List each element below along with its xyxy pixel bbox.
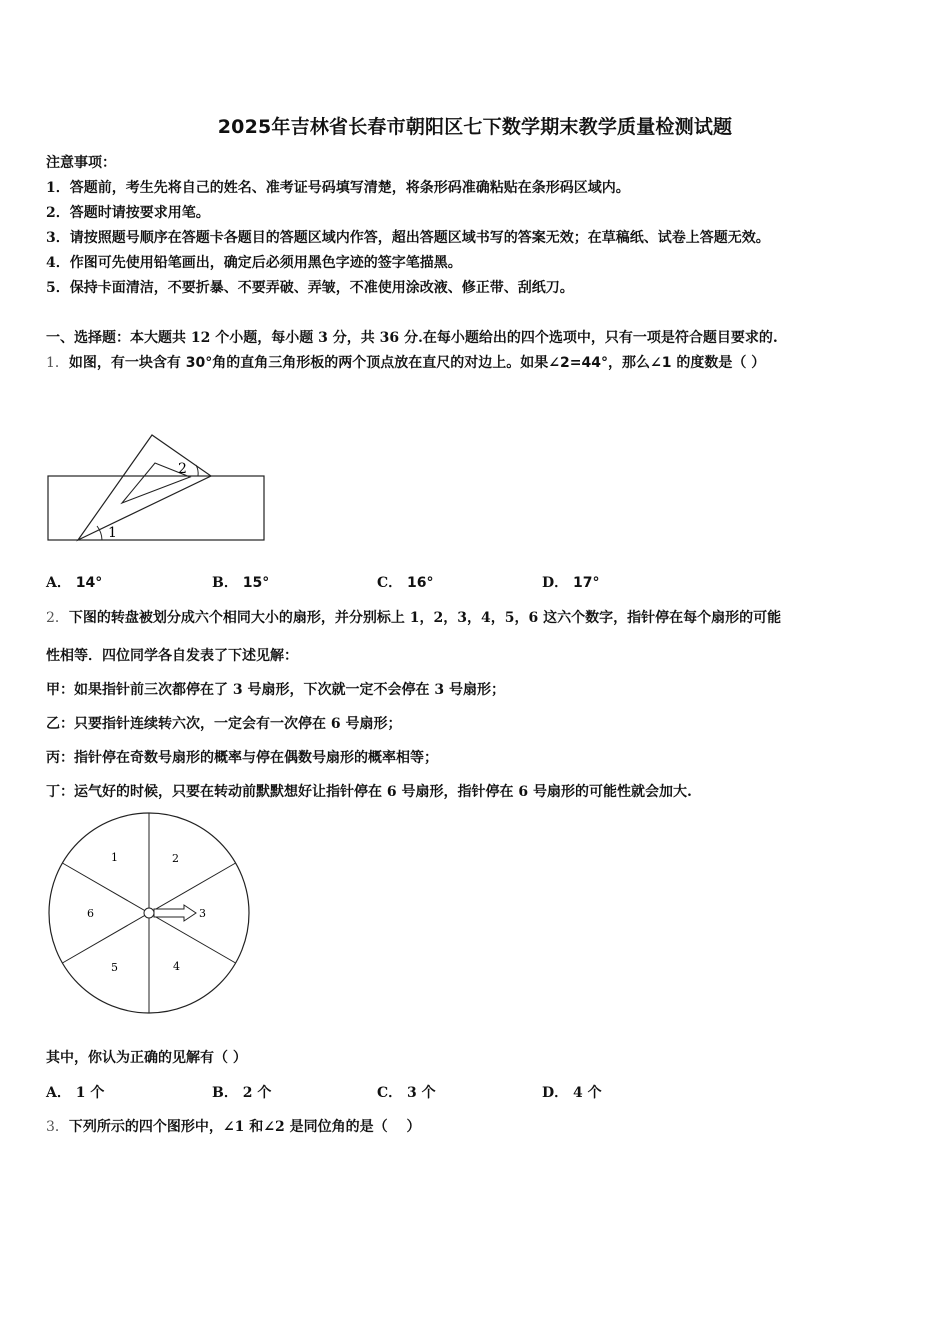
option-value: 15° <box>242 575 270 591</box>
angle-1-arc <box>97 526 102 540</box>
q2-line-2: 性相等．四位同学各自发表了下述见解： <box>46 648 298 664</box>
q1-option-a[interactable] <box>46 572 102 592</box>
option-value: 14° <box>75 575 103 591</box>
option-letter: B． <box>212 1085 238 1101</box>
sector-label-2: 2 <box>172 852 179 865</box>
question-3-number: 3． <box>46 1119 69 1135</box>
q1-angle-1-label: 1 <box>661 355 672 371</box>
q3-text: 下列所示的四个图形中，∠1 和∠2 是同位角的是（ ） <box>68 1119 421 1135</box>
opinion-bing: 丙：指针停在奇数号扇形的概率与停在偶数号扇形的概率相等； <box>46 750 438 766</box>
option-letter: B． <box>212 575 238 591</box>
opinion-ding: 丁：运气好的时候，只要在转动前默默想好让指针停在 6 号扇形，指针停在 6 号扇形的可能性就会加大. <box>46 784 692 800</box>
q1-text-a: 如图，有一块含有 <box>68 355 186 371</box>
option-value: 3 个 <box>407 1085 436 1101</box>
option-value: 1 个 <box>75 1085 105 1101</box>
option-value: 4 个 <box>573 1085 602 1101</box>
q2-line-1: 下图的转盘被划分成六个相同大小的扇形，并分别标上 1，2，3，4，5，6 这六个数字，指针停在每个扇形的可能 <box>68 610 782 626</box>
option-value: 16° <box>407 575 434 591</box>
notice-item-5: 5．保持卡面清洁，不要折暴、不要弄破、弄皱，不准使用涂改液、修正带、刮纸刀。 <box>46 280 574 296</box>
notice-item-2: 2．答题时请按要求用笔。 <box>46 205 210 221</box>
q2-option-b[interactable] <box>212 1082 271 1102</box>
option-letter: D． <box>542 1085 569 1101</box>
option-letter: A． <box>46 575 71 591</box>
q2-question: 其中，你认为正确的见解有（ ） <box>46 1050 247 1066</box>
sector-label-4: 4 <box>173 960 180 973</box>
question-1-number: 1． <box>46 355 69 371</box>
notice-item-4: 4．作图可先使用铅笔画出，确定后必须用黑色字迹的签字笔描黑。 <box>46 255 462 271</box>
q1-text-c: 角的直角三角形板的两个顶点放在直尺的对边上。如果∠ <box>212 355 561 371</box>
page-title: 2025年吉林省长春市朝阳区七下数学期末教学质量检测试题 <box>217 116 733 138</box>
angle-2-label: 2 <box>178 461 187 477</box>
option-letter: A． <box>46 1085 71 1101</box>
q1-option-b[interactable] <box>212 572 269 592</box>
q1-angle-30: 30° <box>185 355 213 371</box>
question-2-number: 2． <box>46 610 69 626</box>
spinner-figure <box>44 808 254 1018</box>
spinner-hub <box>144 908 154 918</box>
option-letter: C． <box>377 1085 403 1101</box>
sector-label-1: 1 <box>111 851 118 864</box>
sector-label-5: 5 <box>111 961 118 974</box>
option-letter: D． <box>542 575 569 591</box>
ruler <box>48 476 264 540</box>
notice-item-1: 1．答题前，考生先将自己的姓名、准考证号码填写清楚，将条形码准确粘贴在条形码区域内。 <box>46 180 630 196</box>
spinner-pointer <box>154 905 196 921</box>
sector-label-3: 3 <box>199 907 206 920</box>
option-value: 17° <box>573 575 600 591</box>
opinion-jia: 甲：如果指针前三次都停在了 3 号扇形，下次就一定不会停在 3 号扇形； <box>46 682 505 698</box>
q1-text-g: 的度数是（ ） <box>671 355 766 371</box>
q1-option-d[interactable] <box>542 572 600 592</box>
section-heading: 一、选择题：本大题共 12 个小题，每小题 3 分，共 36 分.在每小题给出的四个选项中，只有一项是符合题目要求的. <box>46 330 778 346</box>
q2-option-a[interactable] <box>46 1082 104 1102</box>
question-1-stem <box>46 352 765 372</box>
q1-angle-2-value: 2=44° <box>560 355 608 371</box>
q1-text-e: ，那么∠ <box>607 355 662 371</box>
notice-heading: 注意事项： <box>46 155 116 171</box>
q2-option-d[interactable] <box>542 1082 602 1102</box>
angle-1-label: 1 <box>108 525 117 541</box>
sector-label-6: 6 <box>87 907 94 920</box>
option-value: 2 个 <box>242 1085 272 1101</box>
question-3-stem <box>46 1116 421 1136</box>
opinion-yi: 乙：只要指针连续转六次，一定会有一次停在 6 号扇形； <box>46 716 402 732</box>
ruler-triangle-figure <box>40 425 280 550</box>
notice-item-3: 3．请按照题号顺序在答题卡各题目的答题区域内作答，超出答题区域书写的答案无效；在草稿纸、试卷上答题无效。 <box>46 230 770 246</box>
triangle-outer <box>78 435 211 540</box>
option-letter: C． <box>377 575 403 591</box>
question-2-stem <box>46 607 781 627</box>
q2-option-c[interactable] <box>377 1082 436 1102</box>
q1-option-c[interactable] <box>377 572 434 592</box>
